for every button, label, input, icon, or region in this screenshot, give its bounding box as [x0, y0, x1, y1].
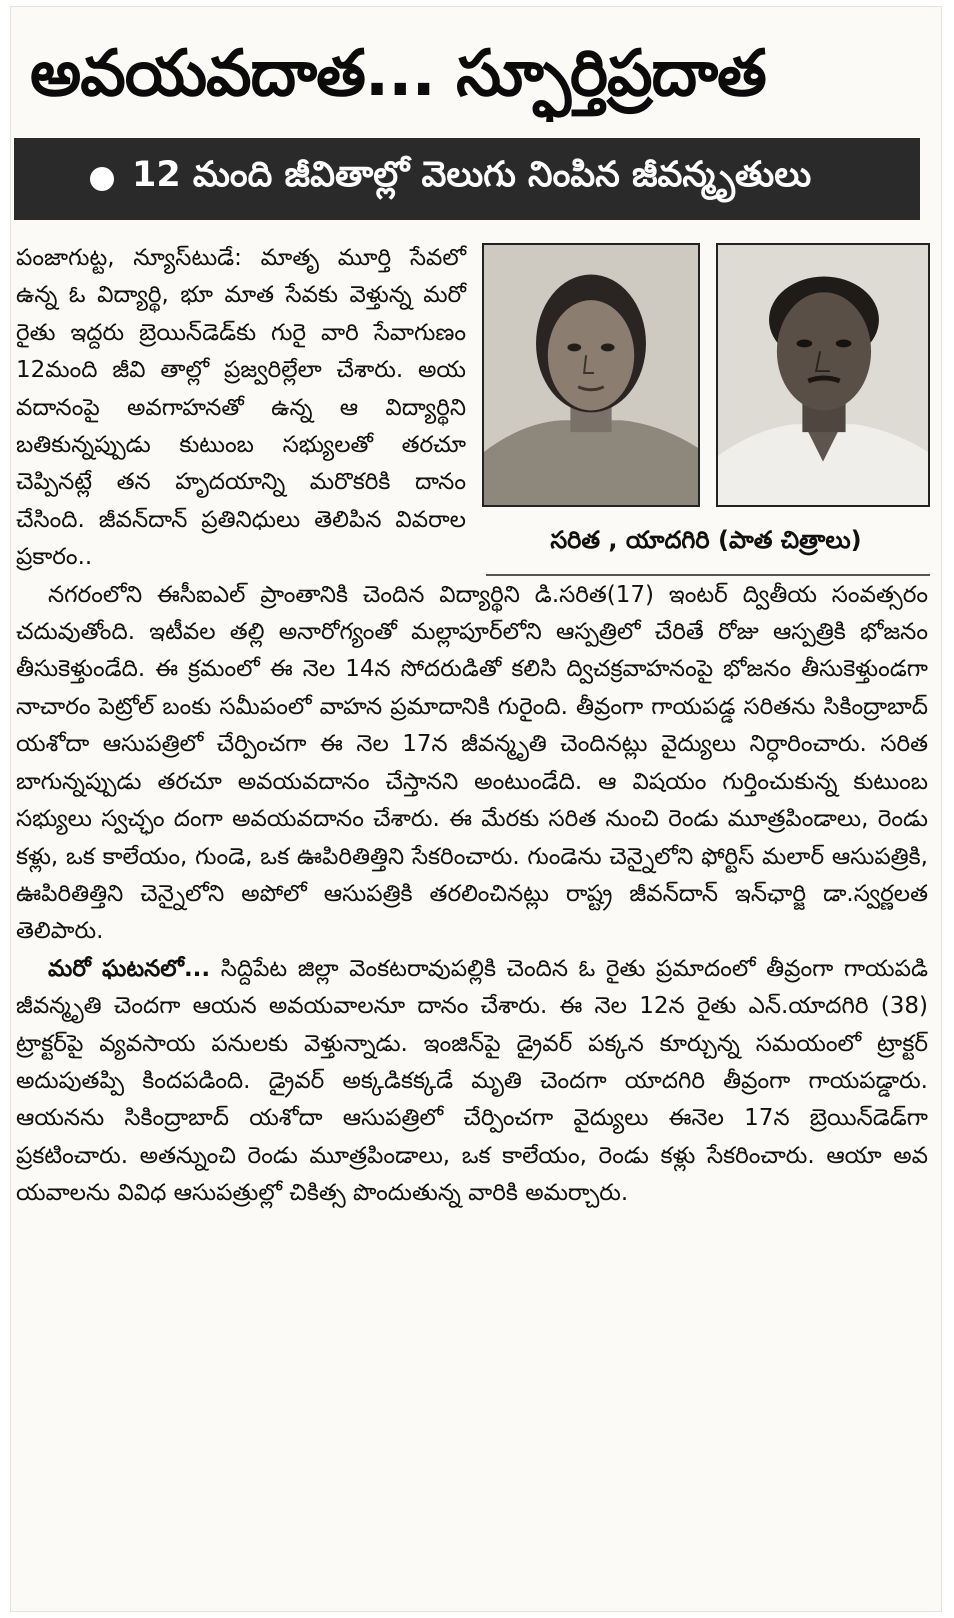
paragraph-1: పంజాగుట్ట, న్యూస్‌టుడే: మాతృ మూర్తి సేవలో ఉన్న ఓ విద్యార్థి, భూ మాత సేవకు వెళ్తున్న మరో రైతు ఇద్దరు బ్రెయిన్‌డెడ్‌కు గురై వారి సేవాగుణం 12మంది జీవి తాల్లో ప్రజ్వరిల్లేలా చేశారు. అయ వదానంపై అవగాహనతో ఉన్న ఆ విద్యార్థిని బతికున్నప్పుడు కుటుంబ సభ్యులతో తరచూ చెప్పినట్లే తన హృదయాన్ని మరొకరికి దానం చేసింది. జీవన్‌దాన్ ప్రతినిధులు తెలిపిన వివరాల ప్రకారం.. [16, 245, 466, 571]
paragraph-3-lead: మరో ఘటనలో... [48, 955, 211, 982]
bullet-icon [90, 167, 114, 191]
article-body [16, 240, 928, 1606]
paragraph-3-text: సిద్దిపేట జిల్లా వెంకటరావుపల్లికి చెందిన ఓ రైతు ప్రమాదంలో తీవ్రంగా గాయపడి జీవన్మృతి చెందగా ఆయన అవయవాలనూ దానం చేశారు. ఈ నెల 12న రైతు ఎన్.యాదగిరి (38) ట్రాక్టర్‌పై వ్యవసాయ పనులకు వెళ్తున్నాడు. ఇంజిన్‌పై డ్రైవర్ పక్కన కూర్చున్న సమయంలో ట్రాక్టర్ అదుపుతప్పి కిందపడింది. డ్రైవర్ అక్కడికక్కడే మృతి చెందగా యాదగిరి తీవ్రంగా గాయపడ్డారు. ఆయనను సికింద్రాబాద్ యశోదా ఆసుపత్రిలో చేర్పించగా వైద్యులు ఈనెల 17న బ్రెయిన్‌డెడ్‌గా ప్రకటించారు. అతన్నుంచి రెండు మూత్రపిండాలు, ఒక కాలేయం, రెండు కళ్లు సేకరించారు. ఆయా అవ యవాలను వివిధ ఆసుపత్రుల్లో చికిత్స పొందుతున్న వారికి అమర్చారు. [16, 955, 928, 1207]
paragraph-3 [16, 951, 928, 1213]
subheadline-banner [14, 138, 920, 220]
subheadline: 12 మంది జీవితాల్లో వెలుగు నింపిన జీవన్మృతులు [132, 155, 812, 195]
photo-caption: సరిత , యాదగిరి (పాత చిత్రాలు) [550, 526, 862, 554]
paragraph-2: నగరంలోని ఈసీఐఎల్ ప్రాంతానికి చెందిన విద్యార్థిని డి.సరిత(17) ఇంటర్ ద్వితీయ సంవత్సరం చదువుతోంది. ఇటీవల తల్లి అనారోగ్యంతో మల్లాపూర్‌లోని ఆస్పత్రిలో చేరితే రోజు ఆస్పత్రికి భోజనం తీసుకెళ్తుండేది. ఈ క్రమంలో ఈ నెల 14న సోదరుడితో కలిసి ద్విచక్రవాహనంపై భోజనం తీసుకెళ్తుండగా నాచారం పెట్రోల్ బంకు సమీపంలో వాహన ప్రమాదానికి గురైంది. తీవ్రంగా గాయపడ్డ సరితను సికింద్రాబాద్ యశోదా ఆసుపత్రిలో చేర్పించగా ఈ నెల 17న జీవన్మృతి చెందినట్లు వైద్యులు నిర్ధారించారు. సరిత బాగున్నప్పుడు తరచూ అవయవదానం చేస్తానని అంటుండేది. ఆ విషయం గుర్తించుకున్న కుటుంబ సభ్యులు స్వచ్ఛం దంగా అవయవదానం చేశారు. ఈ మేరకు సరిత నుంచి రెండు మూత్రపిండాలు, రెండు కళ్లు, ఒక కాలేయం, గుండె, ఒక ఊపిరితిత్తిని సేకరించారు. గుండెను చెన్నైలోని ఫోర్టిస్ మలార్ ఆసుపత్రికి, ఊపిరితిత్తిని చెన్నైలోని అపోలో ఆసుపత్రికి తరలించినట్లు రాష్ట్ర జీవన్‌దాన్ ఇన్‌ఛార్జి డా.స్వర్ణలత తెలిపారు. [16, 581, 928, 945]
headline: అవయవదాత... స్ఫూర్తిప్రదాత [30, 37, 766, 111]
photo-area-spacer [466, 240, 928, 576]
